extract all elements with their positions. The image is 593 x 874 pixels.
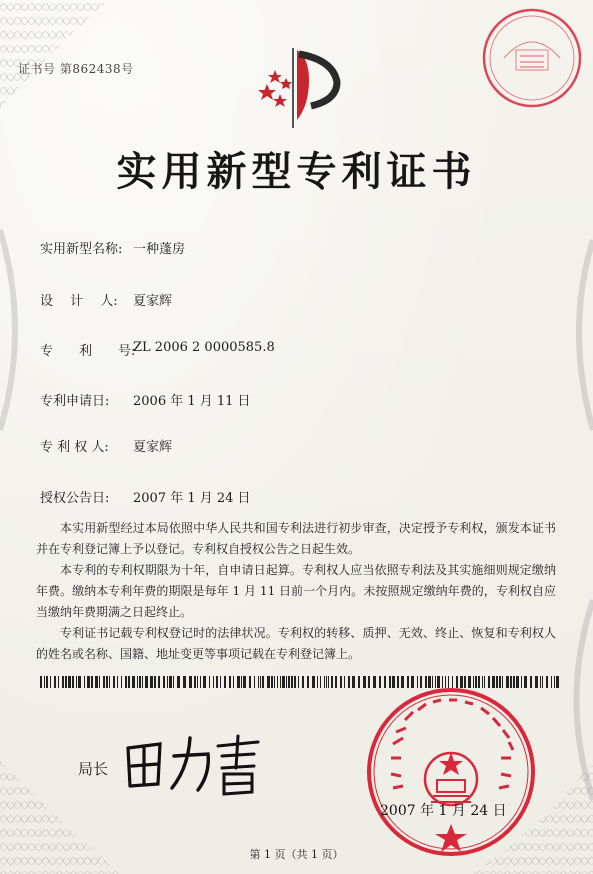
field-value-designer: 夏家辉	[133, 294, 173, 309]
field-value-name: 一种蓬房	[133, 242, 186, 257]
field-label-grant-date: 授权公告日:	[40, 491, 110, 506]
certificate-body	[36, 518, 556, 665]
field-label-patent-number: 专 利 号:	[40, 344, 136, 359]
field-value-patent-number: ZL 2006 2 0000585.8	[133, 340, 275, 355]
field-value-grant-date: 2007 年 1 月 24 日	[133, 491, 251, 506]
certificate-number-label: 证书号	[18, 62, 56, 76]
director-signature	[118, 728, 268, 798]
field-label-designer: 设 计 人:	[40, 294, 118, 309]
field-value-filing-date: 2006 年 1 月 11 日	[133, 394, 251, 409]
body-paragraph: 本实用新型经过本局依照中华人民共和国专利法进行初步审查，决定授予专利权，颁发本证书并在专利登记簿上予以登记。专利权自授权公告之日起生效。	[36, 521, 556, 556]
body-paragraph: 专利证书记载专利权登记时的法律状况。专利权的转移、质押、无效、终止、恢复和专利权人的姓名或名称、国籍、地址变更等事项记载在专利登记簿上。	[36, 626, 556, 661]
certificate-number	[18, 60, 134, 77]
field-value-patentee: 夏家辉	[133, 440, 173, 455]
field-label-name: 实用新型名称:	[40, 242, 123, 257]
certificate-number-value: 第862438号	[59, 62, 134, 76]
director-label: 局长	[78, 760, 109, 778]
patent-seal-top	[480, 6, 584, 110]
field-label-patentee: 专 利 权 人:	[40, 440, 109, 455]
patent-office-emblem	[253, 40, 353, 130]
issue-date: 2007 年 1 月 24 日	[380, 803, 507, 819]
page-number: 第 1 页（共 1 页）	[249, 848, 344, 861]
field-label-filing-date: 专利申请日:	[40, 394, 110, 409]
body-paragraph: 本专利的专利权期限为十年，自申请日起算。专利权人应当依照专利法及其实施细则规定缴纳年费。缴纳本专利年费的期限是每年 1 月 11 日前一个月内。未按照规定缴纳年费的，专利权自应当缴纳年费期满之日起终止。	[36, 563, 556, 619]
office-seal	[363, 684, 539, 860]
certificate-title: 实用新型专利证书	[116, 148, 477, 195]
